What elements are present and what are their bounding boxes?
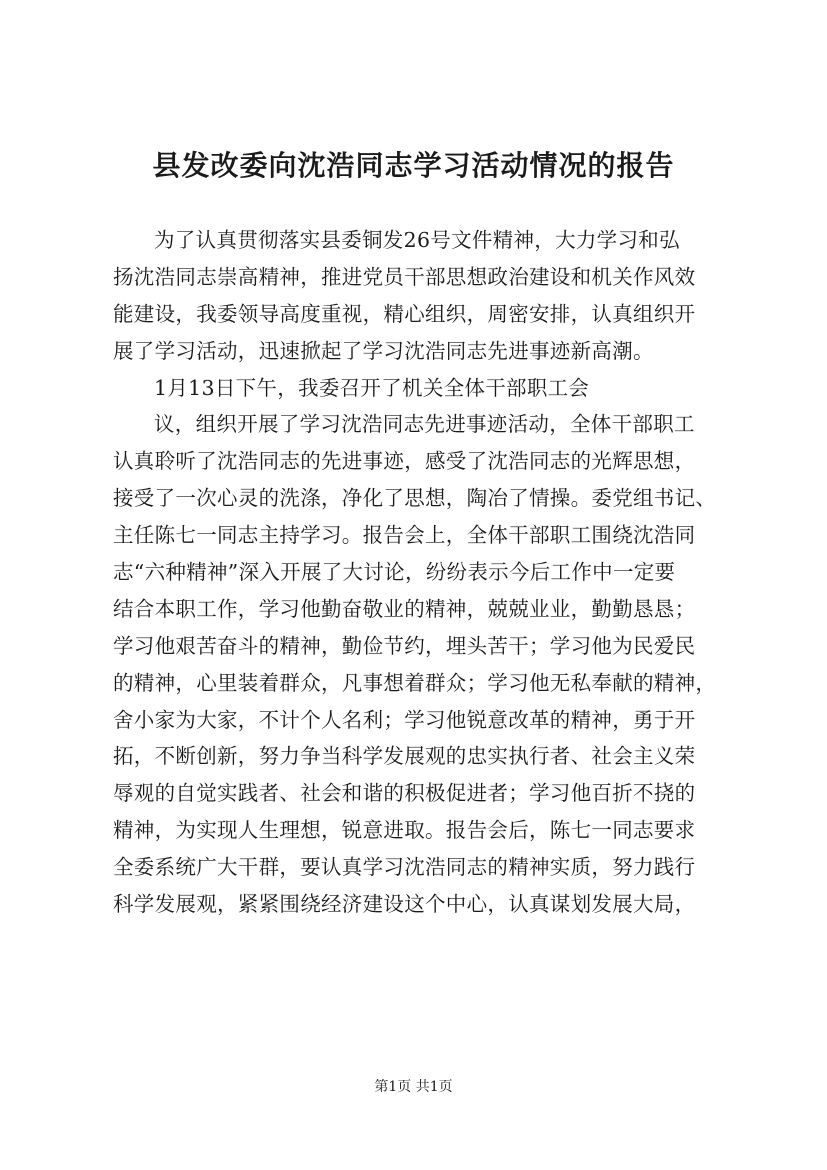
body-line: 扬沈浩同志崇高精神，推进党员干部思想政治建设和机关作风效 [113,264,696,289]
body-line: 志“六种精神”深入开展了大讨论，纷纷表示今后工作中一定要 [113,560,676,585]
body-line: 科学发展观，紧紧围绕经济建设这个中心，认真谋划发展大局， [113,892,696,917]
body-line: 的精神，心里装着群众，凡事想着群众；学习他无私奉献的精神， [113,670,717,695]
body-line: 拓，不断创新，努力争当科学发展观的忠实执行者、社会主义荣 [113,744,696,769]
body-line: 舍小家为大家，不计个人名利；学习他锐意改革的精神，勇于开 [113,707,696,732]
body-line: 展了学习活动，迅速掀起了学习沈浩同志先进事迹新高潮。 [113,338,654,363]
body-line: 学习他艰苦奋斗的精神，勤俭节约，埋头苦干；学习他为民爱民 [113,633,696,658]
document-title: 县发改委向沈浩同志学习活动情况的报告 [152,149,675,182]
body-line: 为了认真贯彻落实县委铜发26号文件精神，大力学习和弘 [154,228,680,252]
body-line: 结合本职工作，学习他勤奋敬业的精神，兢兢业业，勤勤恳恳； [113,596,696,621]
body-line: 1月13日下午，我委召开了机关全体干部职工会 [154,375,590,400]
body-line: 接受了一次心灵的洗涤，净化了思想，陶冶了情操。委党组书记、 [113,486,717,511]
body-line: 主任陈七一同志主持学习。报告会上，全体干部职工围绕沈浩同 [113,523,696,548]
body-line: 能建设，我委领导高度重视，精心组织，周密安排，认真组织开 [113,301,696,326]
page-number-footer: 第1页 共1页 [374,1079,453,1095]
body-line: 全委系统广大干群，要认真学习沈浩同志的精神实质，努力践行 [113,855,696,880]
body-line: 认真聆听了沈浩同志的先进事迹，感受了沈浩同志的光辉思想， [113,449,696,474]
body-line: 精神，为实现人生理想，锐意进取。报告会后，陈七一同志要求 [113,818,696,843]
body-line: 议，组织开展了学习沈浩同志先进事迹活动，全体干部职工 [154,412,695,437]
document-body [113,222,717,923]
body-line: 辱观的自觉实践者、社会和谐的积极促进者；学习他百折不挠的 [113,781,696,806]
